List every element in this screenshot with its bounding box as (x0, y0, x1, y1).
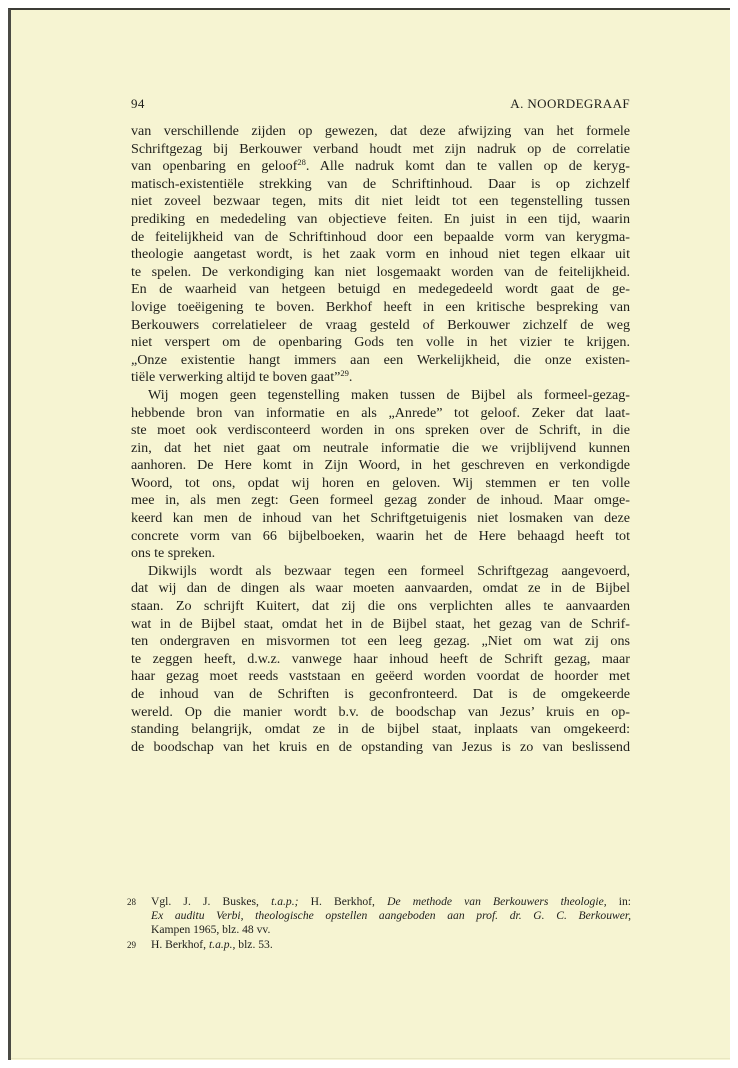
text-line: standing belangrijk, omdat ze in de bijbel staat, inplaats van omgekeerd: (131, 721, 630, 738)
footnote-28 (127, 895, 631, 938)
text-line: ste moet ook verdisconteerd worden in ons spreken over de Schrift, in die (131, 422, 630, 439)
text-line: van verschillende zijden op gewezen, dat deze afwijzing van het formele (131, 123, 630, 139)
text-line: aanhoren. De Here komt in Zijn Woord, in het geschreven en verkondigde (131, 457, 630, 474)
text-line: van openbaring en geloof$^{28}$. Alle nadruk komt dan te vallen op de keryg- (131, 157, 630, 175)
footnote-ref-28: 28 (297, 157, 306, 168)
text-line: ten ondergraven en misvormen tot een leeg gezag. „Niet om wat zij ons (131, 633, 630, 650)
text-line: keerd kan men de inhoud van het Schriftgetuigenis niet losmaken van deze (131, 510, 630, 527)
text-line: lovige toeëigening te boven. Berkhof heeft in een kritische bespreking van (131, 298, 630, 315)
text-line: de inhoud van de Schriften is geconfronteerd. Dat is de omgekeerde (131, 686, 630, 702)
text-line: de feitelijkheid van de Schriftinhoud door een bepaalde vorm van kerygma- (131, 228, 630, 245)
text-line: de boodschap van het kruis en de opstanding van Jezus is zo van beslissend (131, 738, 630, 755)
footnote-29 (127, 938, 631, 952)
footnotes (127, 895, 631, 952)
running-head: A. NOORDEGRAAF (510, 96, 630, 111)
footnote-ref-29: 29 (340, 368, 349, 379)
page-edge (11, 1058, 730, 1059)
text-line: „Onze existentie hangt immers aan een Werkelijkheid, die onze existen- (131, 351, 630, 368)
page-number: 94 (131, 96, 145, 111)
text-line: hebbende bron van informatie en als „Anrede” tot geloof. Zeker dat laat- (131, 404, 630, 421)
body-text (131, 123, 630, 756)
text-line: theologie aangetast wordt, is het zaak vorm en inhoud niet tegen elkaar uit (131, 246, 630, 263)
footnote-text (151, 938, 631, 952)
text-line: niet zoveel bezwaar tegen, mits dit niet leidt tot een tegenstelling tussen (131, 193, 630, 210)
footnote-line: Ex auditu Verbi, theologische opstellen aangeboden aan prof. dr. G. C. Berkouwer, (151, 909, 631, 923)
footnote-line: Kampen 1965, blz. 48 vv. (151, 923, 271, 937)
text-line: Schriftgezag bij Berkouwer verband houdt met zijn nadruk op de correlatie (131, 140, 630, 157)
text-line: Berkouwers correlatieleer de vraag gesteld of Berkouwer zichzelf de weg (131, 316, 630, 333)
footnote-number: 29 (127, 939, 136, 950)
text-line: dat wij dan de dingen als waar moeten aanvaarden, omdat ze in de Bijbel (131, 580, 630, 597)
text-line: ons te spreken. (131, 545, 216, 562)
text-line: mee in, als men zegt: Geen formeel gezag zonder de inhoud. Maar omge- (131, 492, 630, 509)
text-line: En de waarheid van hetgeen betuigd en medegedeeld wordt gaat de ge- (131, 281, 630, 298)
footnote-text (151, 895, 631, 938)
text-line: concrete vorm van 66 bijbelboeken, waarin het de Here behaagd heeft tot (131, 527, 630, 544)
footnote-number: 28 (127, 897, 136, 907)
text-line: matisch-existentiële strekking van de Schriftinhoud. Daar is op zichzelf (131, 175, 630, 192)
text-line: wereld. Op die manier wordt b.v. de boodschap van Jezus’ kruis en op- (131, 703, 630, 720)
footnote-line: H. Berkhof, t.a.p., blz. 53. (151, 937, 273, 951)
text-line: Wij mogen geen tegenstelling maken tussen de Bijbel als formeel-gezag- (148, 386, 630, 403)
text-line: te spelen. De verkondiging kan niet losgemaakt worden van de feitelijkheid. (131, 263, 630, 280)
text-line: tiële verwerking altijd te boven gaat”$^{29}$. (131, 368, 353, 386)
book-page (8, 8, 730, 1060)
text-line: Woord, tot ons, opdat wij horen en geloven. Wij stemmen er ten volle (131, 474, 630, 491)
text-line: zin, dat het niet gaat om neutrale informatie die we vrijblijvend kunnen (131, 439, 630, 456)
text-line: niet verspert om de openbaring Gods ten volle in het vizier te krijgen. (131, 334, 630, 351)
text-line: te zeggen heeft, d.w.z. vanwege haar inhoud heeft de Schrift gezag, maar (131, 650, 630, 667)
text-line: Dikwijls wordt als bezwaar tegen een formeel Schriftgezag aangevoerd, (148, 562, 630, 579)
text-line: haar gezag moet reeds vaststaan en geëerd worden voordat de hoorder met (131, 668, 630, 685)
text-line: wat in de Bijbel staat, omdat het in de Bijbel staat, het gezag van de Schrif- (131, 615, 630, 632)
footnote-line: Vgl. J. J. Buskes, t.a.p.; H. Berkhof, De methode van Berkouwers theologie, in: (151, 895, 632, 908)
text-line: prediking en mededeling van objectieve feiten. En juist in een tijd, waarin (131, 210, 630, 227)
text-line: staan. Zo schrijft Kuitert, dat zij die ons verplichten alles te aanvaarden (131, 598, 630, 615)
